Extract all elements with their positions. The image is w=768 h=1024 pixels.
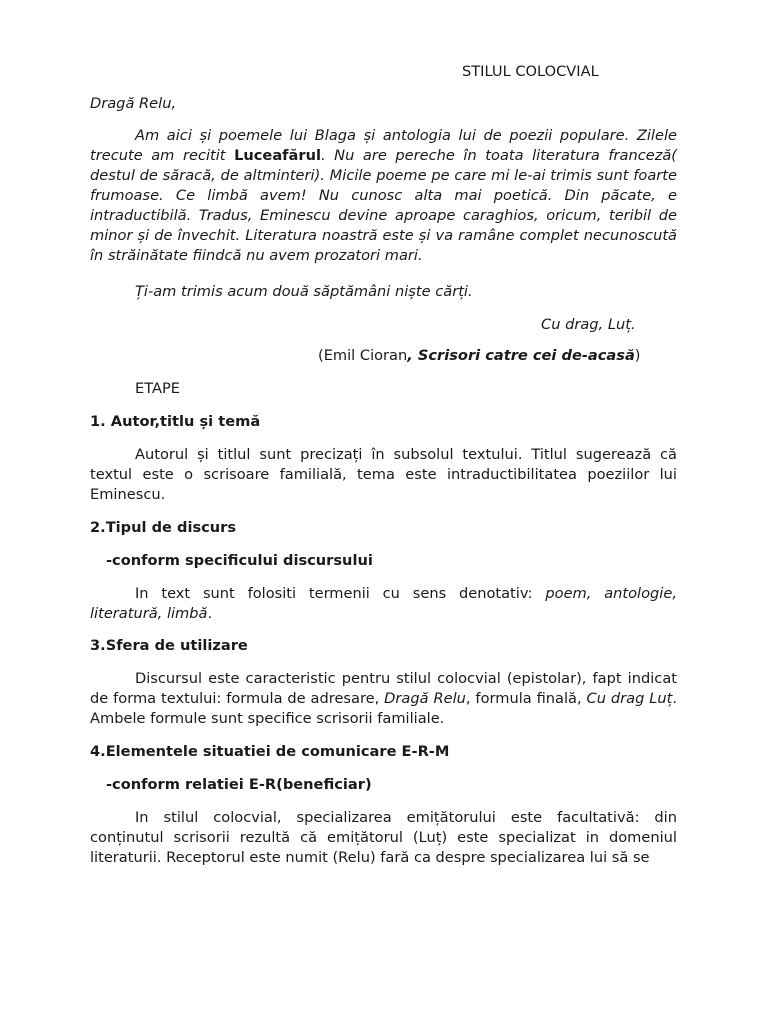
etape-heading: ETAPE — [135, 380, 181, 397]
letter-closing: Cu drag, Luț. — [541, 316, 636, 333]
letter-paragraph-1: Am aici și poemele lui Blaga și antologia lui de poezii populare. Zilele trecute am recitit Luceafărul. Nu are pereche în toata literatura franceză( destul de săracă, de altminteri). Micile poeme pe care mi le-ai trimis sunt foarte frumoase. Ce limbă avem! Nu cunosc alta mai poetică. Din păcate, e intraductibilă. Tradus, Eminescu devine aproape caraghios, oricum, teribil de minor și de învechit. Literatura noastră este și va ramâne complet necunoscută în străinătate fiindcă nu avem prozatori mari. — [90, 127, 677, 264]
letter-paragraph-2: Ți-am trimis acum două săptămâni niște cărți. — [135, 283, 473, 300]
luceafarul-title: Luceafărul — [234, 147, 321, 164]
section-2-text: In text sunt folositi termenii cu sens denotativ: poem, antologie, literatură, limbă. — [90, 585, 677, 622]
section-4-heading: 4.Elementele situatiei de comunicare E-R-M — [90, 743, 450, 760]
section-2-heading: 2.Tipul de discurs — [90, 519, 237, 536]
section-2-subheading: -conform specificului discursului — [106, 552, 373, 569]
letter-source: (Emil Cioran, Scrisori catre cei de-acasă) — [318, 347, 641, 364]
section-4-subheading: -conform relatiei E-R(beneficiar) — [106, 776, 372, 793]
section-3-text: Discursul este caracteristic pentru stilul colocvial (epistolar), fapt indicat de forma textului: formula de adresare, Dragă Relu, formula finală, Cu drag Luț. Ambele formule sunt specifice scrisorii familiale. — [90, 670, 677, 727]
section-3-heading: 3.Sfera de utilizare — [90, 637, 248, 654]
letter-greeting: Dragă Relu, — [90, 95, 177, 112]
section-1-text: Autorul și titlul sunt precizați în subsolul textului. Titlul sugerează că textul este o scrisoare familială, tema este intraductibilitatea poeziilor lui Eminescu. — [90, 446, 677, 503]
section-4-text: In stilul colocvial, specializarea emițătorului este facultativă: din conținutul scrisorii rezultă că emițătorul (Luț) este specializat in domeniul literaturii. Receptorul este numit (Relu) fară ca despre specializarea lui să se — [90, 809, 677, 866]
section-1-heading: 1. Autor,titlu și temă — [90, 413, 261, 430]
document-title: STILUL COLOCVIAL — [462, 63, 599, 80]
